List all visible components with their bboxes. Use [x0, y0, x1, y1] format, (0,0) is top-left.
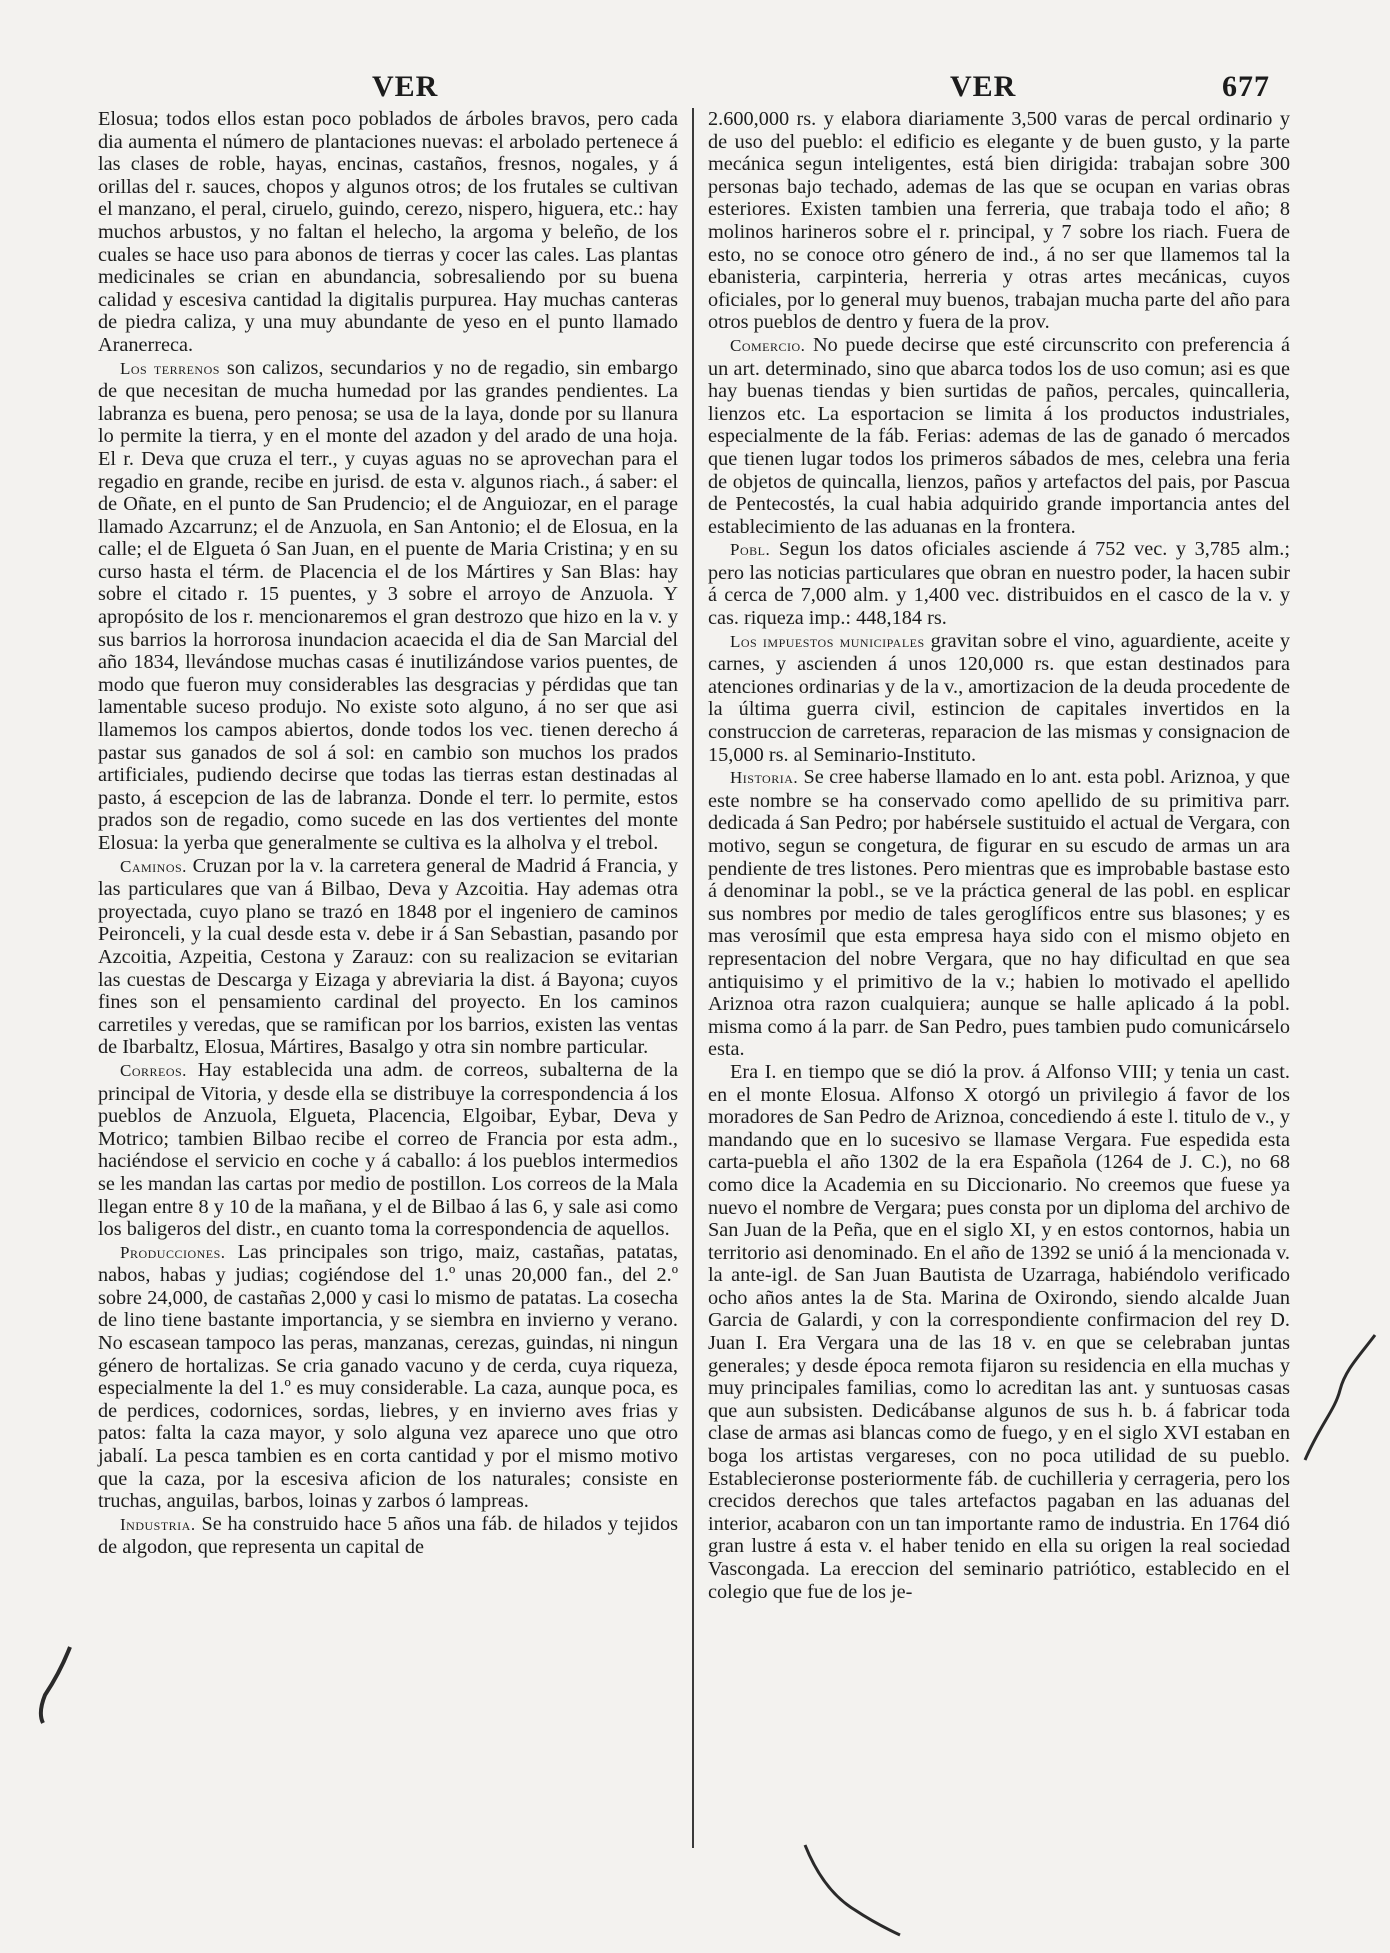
- paragraph: Era I. en tiempo que se dió la prov. á Alfonso VIII; y tenia un cast. en el monte Elosua. Alfonso X otorgó un privilegio á favor de los moradores de San Pedro de Ariznoa, concediendo á este l. titulo de v., y mandando que en lo sucesivo se llamase Vergara. Fue espedida esta carta-puebla el año 1302 de la era Española (1264 de J. C.), no 68 como dice la Academia en su Diccionario. No creemos que fuese ya nuevo el nombre de Vergara; pues consta por un diploma del archivo de San Juan de la Peña, que en el siglo XI, y en estos contornos, habia un territorio asi denominado. En el año de 1392 se unió á la mencionada v. la ante-igl. de San Juan Bautista de Uzarraga, habiéndolo verificado ocho años antes la de Sta. Marina de Oxirondo, siendo alcalde Juan Garcia de Galardi, y con la correspondiente confirmacion del rey D. Juan I. Era Vergara una de las 18 v. en que se celebraban juntas generales; y desde época remota fijaron su residencia en ella muchas y muy principales familias, como lo acreditan las ant. y suntuosas casas que aun subsisten. Dedicábanse algunos de sus h. b. á fabricar toda clase de armas asi blancas como de fuego, y en el siglo XVI estaban en boga los artistas vergareses, con no poca utilidad de su pueblo. Establecieronse posteriormente fáb. de cuchilleria y cerrageria, pero los crecidos derechos que tales artefactos pagaban en las aduanas del interior, acabaron con un tan importante ramo de industria. En 1764 dió gran lustre á esta v. el haber tenido en ella su origen la real sociedad Vascongada. La ereccion del seminario patriótico, establecido en el colegio que fue de los je-: [708, 1060, 1290, 1603]
- section-lead: Los impuestos municipales: [730, 631, 925, 651]
- section-lead: Pobl.: [730, 540, 771, 560]
- paragraph: Historia. Se cree haberse llamado en lo ant. esta pobl. Ariznoa, y que este nombre se ha conservado como apellido de su primitiva parr. dedicada á San Pedro; por habérsele sustituido el actual de Vergara, con motivo, segun se congetura, de figurar en su escudo de armas un ara pendiente de tres listones. Pero mientras que es improbable bastase esto á denominar la pobl., se ve la práctica general de las pobl. en esplicar sus nombres por medio de tales geroglíficos entre sus blasones; y es mas verosímil que esta empresa haya sido con el mismo objeto en representacion del nobre Vergara, que no hay dificultad en que sea antiquisimo y el primitivo de la v.; habien lo motivado el apellido Ariznoa otra razon cualquiera; aunque se halle aplicado á la pobl. misma como á la parr. de San Pedro, pues tambien pudo comunicárselo esta.: [708, 766, 1290, 1061]
- paragraph: Los impuestos municipales gravitan sobre el vino, aguardiente, aceite y carnes, y ascienden á unos 120,000 rs. que estan destinados para atenciones ordinarias y de la v., amortizacion de la deuda procedente de la última guerra civil, estincion de capitales invertidos en la construccion de carreteras, reparacion de las mismas y consignacion de 15,000 rs. al Seminario-Instituto.: [708, 629, 1290, 766]
- page-number: 677: [1222, 70, 1270, 103]
- paper-crack-mark: [1300, 1330, 1380, 1470]
- paragraph: Correos. Hay establecida una adm. de correos, subalterna de la principal de Vitoria, y desde ella se distribuye la correspondencia á los pueblos de Anzuola, Elgueta, Placencia, Elgoibar, Eybar, Deva y Motrico; tambien Bilbao recibe el correo de Francia por esta adm., haciéndose el servicio en coche y á caballo: á los pueblos intermedios se les mandan las cartas por medio de postillon. Los correos de la Mala llegan entre 8 y 10 de la mañana, y el de Bilbao á las 6, y sale asi como los baligeros del distr., en cuanto toma la correspondencia de aquellos.: [98, 1058, 678, 1241]
- header-right-word: VER: [950, 70, 1017, 103]
- column-divider: [692, 108, 694, 1848]
- left-column: [98, 108, 678, 1559]
- paragraph: 2.600,000 rs. y elabora diariamente 3,500 varas de percal ordinario y de uso del pueblo: el edificio es elegante y de buen gusto, y la parte mecánica segun inteligentes, está bien dirigida: trabajan sobre 300 personas bajo techado, ademas de las que se ocupan en varias obras esteriores. Existen tambien una ferreria, que trabaja todo el año; 8 molinos harineros sobre el r. principal, y 7 sobre los riach. Fuera de esto, no se conoce otro género de ind., á no ser que llamemos tal la ebanisteria, carpinteria, herreria y otras artes mecánicas, cuyos oficiales, por lo general muy buenos, trabajan mucha parte del año para otros pueblos de dentro y fuera de la prov.: [708, 108, 1290, 334]
- paragraph: Caminos. Cruzan por la v. la carretera general de Madrid á Francia, y las particulares que van á Bilbao, Deva y Azcoitia. Hay ademas otra proyectada, cuyo plano se trazó en 1848 por el ingeniero de caminos Peironceli, y la cual desde esta v. debe ir á San Sebastian, pasando por Azcoitia, Azpeitia, Cestona y Zarauz: con su realizacion se evitarian las cuestas de Descarga y Eizaga y abreviaria la dist. á Bayona; cuyos fines son el pensamiento cardinal del proyecto. En los caminos carretiles y veredas, que se ramifican por los barrios, existen las ventas de Ibarbaltz, Elosua, Mártires, Basalgo y otra sin nombre particular.: [98, 854, 678, 1059]
- paragraph: Comercio. No puede decirse que esté circunscrito con preferencia á un art. determinado, sino que abarca todos los de uso comun; asi es que hay buenas tiendas y bien surtidas de paños, percales, quincalleria, lienzos etc. La esportacion se limita á los productos industriales, especialmente de la fáb. Ferias: ademas de las de ganado ó mercados que tienen lugar todos los primeros sábados de mes, celebra una feria de objetos de quincalla, lienzos, paños y artefactos del pais, por Pascua de Pentecostés, la cual habia adquirido grande importancia antes del establecimiento de las aduanas en la frontera.: [708, 333, 1290, 538]
- paper-crack-mark: [795, 1840, 905, 1940]
- right-column: [708, 108, 1290, 1603]
- paragraph: Pobl. Segun los datos oficiales asciende á 752 vec. y 3,785 alm.; pero las noticias particulares que obran en nuestro poder, la hacen subir á cerca de 7,000 alm. y 1,400 vec. distribuidos en el casco de la v. y cas. riqueza imp.: 448,184 rs.: [708, 538, 1290, 630]
- paragraph: Producciones. Las principales son trigo, maiz, castañas, patatas, nabos, habas y judias; cogiéndose del 1.º unas 20,000 fan., del 2.º sobre 24,000, de castañas 2,000 y casi lo mismo de patatas. La cosecha de lino tiene bastante importancia, y se siembra en invierno y verano. No escasean tampoco las peras, manzanas, cerezas, guindas, ni ningun género de hortalizas. Se cria ganado vacuno y de cerda, cuya riqueza, especialmente la del 1.º es muy considerable. La caza, aunque poca, es de perdices, codornices, sordas, liebres, y en invierno aves frias y patos: falta la caza mayor, y solo alguna vez aparece uno que otro jabalí. La pesca tambien es en corta cantidad y por el mismo motivo que la caza, por la escesiva aficion de los naturales; consiste en truchas, anguilas, barbos, loinas y zarbos ó lampreas.: [98, 1240, 678, 1513]
- paper-crack-mark: [35, 1645, 75, 1725]
- section-lead: Comercio.: [730, 335, 806, 355]
- section-lead: Los terrenos: [120, 358, 220, 378]
- section-lead: Producciones.: [120, 1242, 226, 1262]
- paragraph: Elosua; todos ellos estan poco poblados de árboles bravos, pero cada dia aumenta el número de plantaciones nuevas: el arbolado pertenece á las clases de roble, hayas, encinas, castaños, fresnos, nogales, y á orillas del r. sauces, chopos y algunos otros; de los frutales se cultivan el manzano, el peral, ciruelo, guindo, cerezo, nispero, higuera, etc.: hay muchos arbustos, y no faltan el helecho, la argoma y beleño, de los cuales se hace uso para abonos de tierras y cocer las cales. Las plantas medicinales se crian en abundancia, sobresaliendo por su buena calidad y escesiva cantidad la digitalis purpurea. Hay muchas canteras de piedra caliza, y una muy abundante de yeso en el punto llamado Aranerreca.: [98, 108, 678, 356]
- section-lead: Historia.: [730, 768, 799, 788]
- paragraph: Industria. Se ha construido hace 5 años una fáb. de hilados y tejidos de algodon, que representa un capital de: [98, 1512, 678, 1559]
- section-lead: Correos.: [120, 1060, 187, 1080]
- header-left-word: VER: [372, 70, 439, 103]
- paragraph: Los terrenos son calizos, secundarios y no de regadio, sin embargo de que necesitan de mucha humedad por las grandes pendientes. La labranza es buena, pero penosa; se usa de la laya, donde por su llanura lo permite la tierra, y en el monte del azadon y del arado de una hoja. El r. Deva que cruza el terr., y cuyas aguas no se aprovechan para el regadio en grande, recibe en jurisd. de esta v. algunos riach., á saber: el de Oñate, en el punto de San Prudencio; el de Anguiozar, en el parage llamado Azcarrunz; el de Anzuola, en San Antonio; el de Elosua, en la calle; el de Elgueta ó San Juan, en el puente de Maria Cristina; y en su curso hasta el térm. de Placencia el de los Mártires y San Blas: hay sobre el citado r. 15 puentes, y 3 sobre el arroyo de Anzuola. Y apropósito de los r. mencionaremos el gran destrozo que hizo en la v. y sus barrios la horrorosa inundacion acaecida el dia de San Marcial del año 1834, llevándose muchas casas é inutilizándose varios puentes, de modo que fueron muy considerables las desgracias y pérdidas que tan lamentable suceso produjo. No existe soto alguno, á no ser que asi llamemos los campos abiertos, donde todos los vec. tienen derecho á pastar sus ganados de sol á sol: en cambio son muchos los prados artificiales, pudiendo decirse que todas las tierras estan destinadas al pasto, á escepcion de las de labranza. Donde el terr. lo permite, estos prados son de regadio, como sucede en las dos vertientes del monte Elosua: la yerba que generalmente se cultiva es la alholva y el trebol.: [98, 356, 678, 854]
- section-lead: Industria.: [120, 1514, 196, 1534]
- section-lead: Caminos.: [120, 856, 187, 876]
- running-header: [0, 70, 1390, 110]
